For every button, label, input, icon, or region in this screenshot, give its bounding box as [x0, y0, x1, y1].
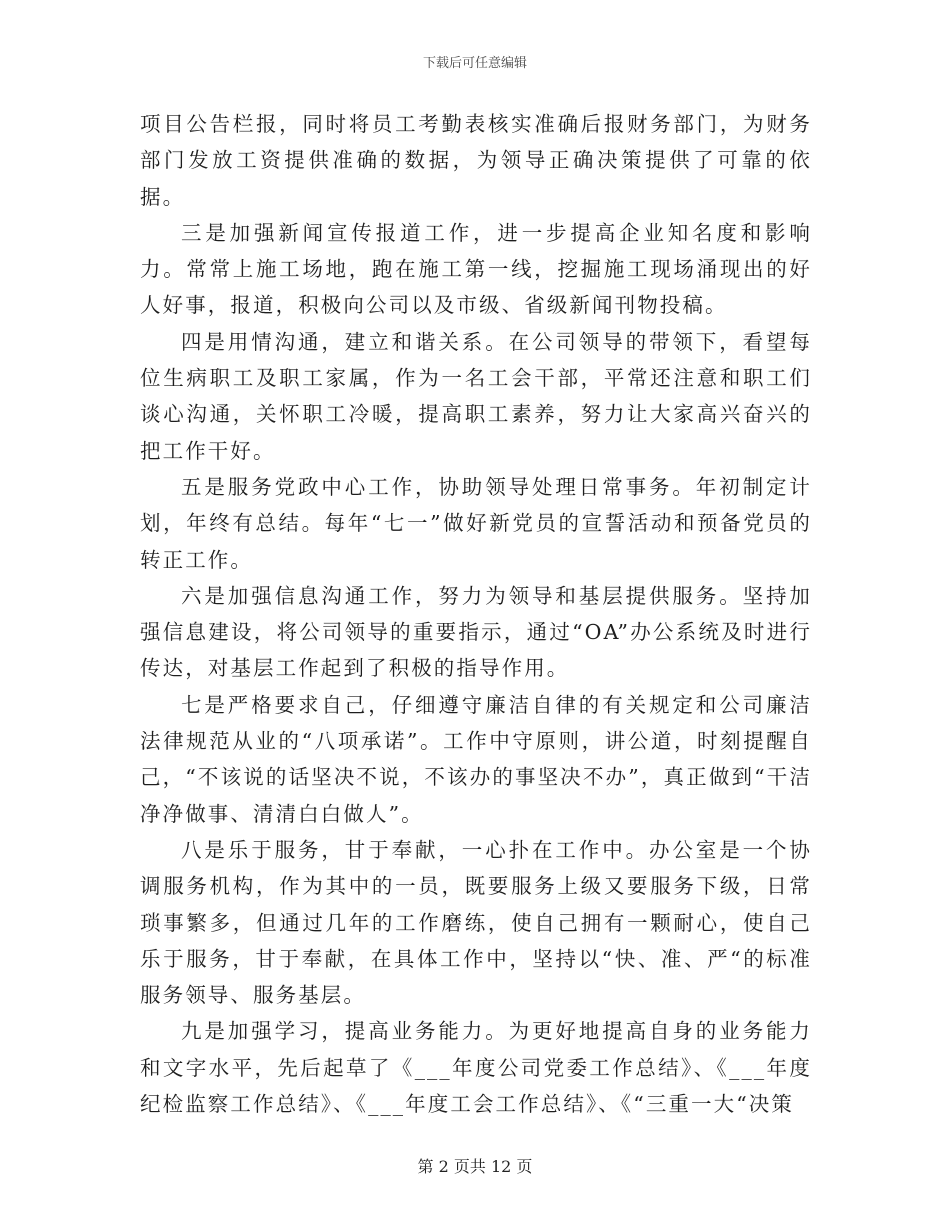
paragraph-item-8: 八是乐于服务，甘于奉献，一心扑在工作中。办公室是一个协调服务机构，作为其中的一员，既要服务上级又要服务下级，日常琐事繁多，但通过几年的工作磨练，使自己拥有一颗耐心，使自己乐于服务，甘于奉献，在具体工作中，坚持以“快、准、严“的标准服务领导、服务基层。 [140, 837, 812, 1008]
paragraph-item-4: 四是用情沟通，建立和谐关系。在公司领导的带领下，看望每位生病职工及职工家属，作为一名工会干部，平常还注意和职工们谈心沟通，关怀职工冷暖，提高职工素养，努力让大家高兴奋兴的把工作干好。 [140, 329, 812, 463]
page-header: 下载后可任意编辑 [422, 56, 527, 71]
paragraph-item-7: 七是严格要求自己，仔细遵守廉洁自律的有关规定和公司廉洁法律规范从业的“八项承诺”。工作中守原则，讲公道，时刻提醒自己，“不该说的话坚决不说，不该办的事坚决不办”，真正做到“干洁净净做事、清清白白做人”。 [140, 692, 812, 826]
paragraph-item-9: 九是加强学习，提高业务能力。为更好地提高自身的业务能力和文字水平，先后起草了《___年度公司党委工作总结》、《___年度纪检监察工作总结》、《___年度工会工作总结》、《“三重一大“决策 [140, 1019, 812, 1117]
paragraph-item-5: 五是服务党政中心工作，协助领导处理日常事务。年初制定计划，年终有总结。每年“七一”做好新党员的宣誓活动和预备党员的转正工作。 [140, 474, 812, 572]
paragraph-item-3: 三是加强新闻宣传报道工作，进一步提高企业知名度和影响力。常常上施工场地，跑在施工第一线，挖掘施工现场涌现出的好人好事，报道，积极向公司以及市级、省级新闻刊物投稿。 [140, 220, 812, 318]
paragraph-continuation: 项目公告栏报，同时将员工考勤表核实准确后报财务部门，为财务部门发放工资提供准确的数据，为领导正确决策提供了可靠的依据。 [140, 112, 812, 209]
document-body [140, 106, 812, 1122]
paragraph-item-6: 六是加强信息沟通工作，努力为领导和基层提供服务。坚持加强信息建设，将公司领导的重要指示，通过“OA”办公系统及时进行传达，对基层工作起到了积极的指导作用。 [140, 583, 812, 681]
page-number: 第 2 页共 12 页 [417, 1157, 533, 1176]
